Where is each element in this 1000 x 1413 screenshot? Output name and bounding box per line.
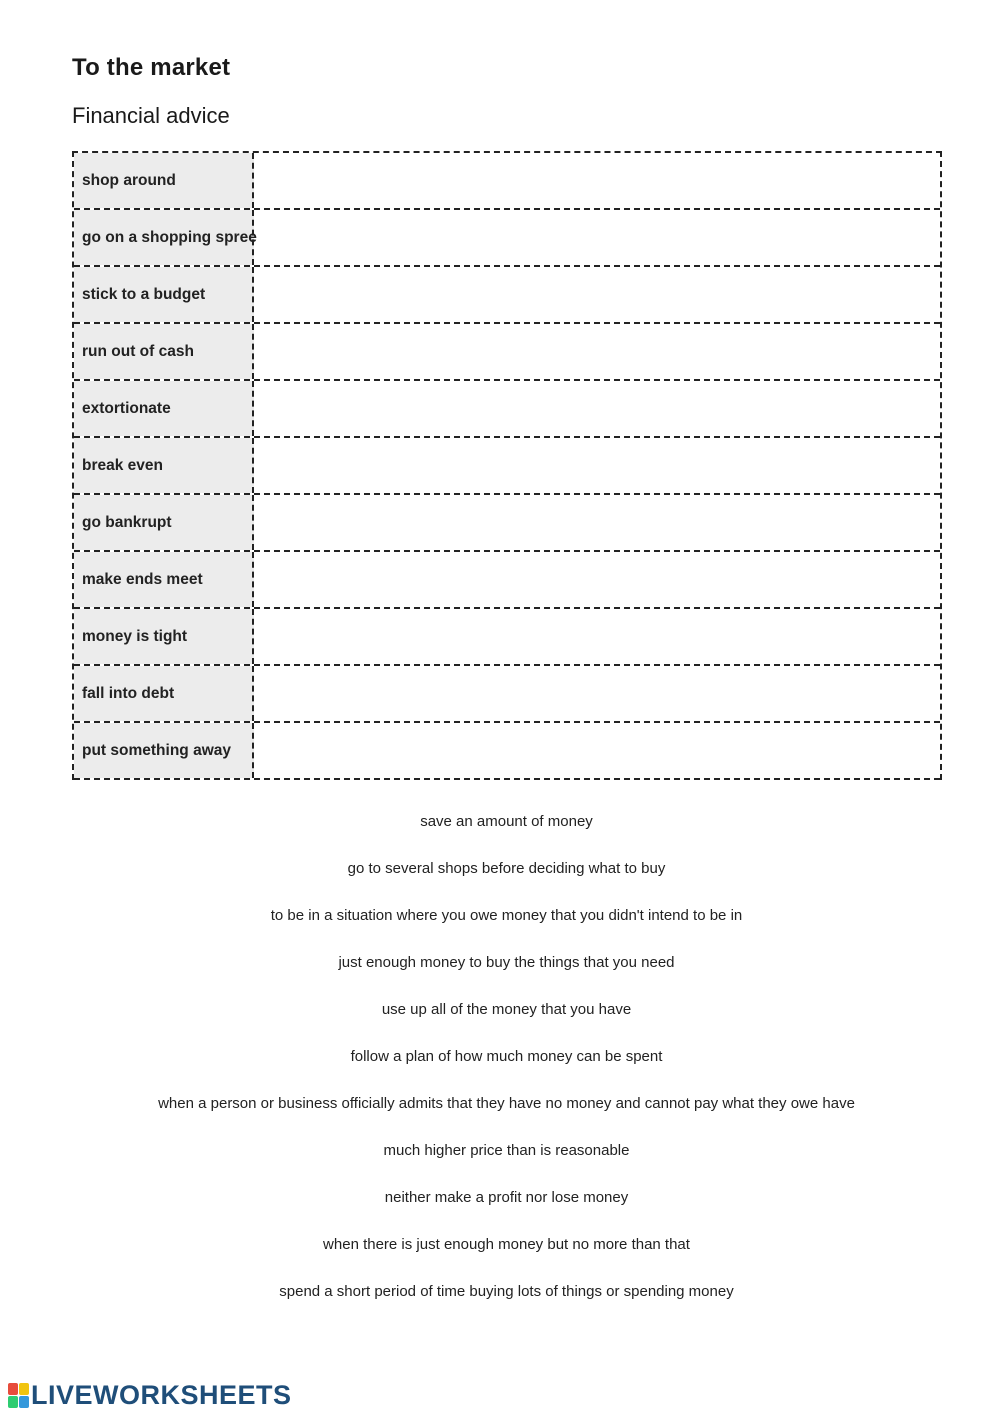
definition-item: just enough money to buy the things that you need <box>338 954 675 971</box>
logo-block <box>19 1396 29 1408</box>
answer-input[interactable] <box>264 561 930 599</box>
term-cell: break even <box>74 438 254 493</box>
term-cell: fall into debt <box>74 666 254 721</box>
worksheet-subtitle: Financial advice <box>72 103 230 128</box>
logo-block <box>19 1383 29 1395</box>
answer-input[interactable] <box>264 333 930 371</box>
answer-cell[interactable] <box>254 666 940 721</box>
term-cell: extortionate <box>74 381 254 436</box>
answer-cell[interactable] <box>254 552 940 607</box>
table-row <box>74 552 940 609</box>
answer-cell[interactable] <box>254 210 940 265</box>
table-row <box>74 153 940 210</box>
definition-item: when a person or business officially admits that they have no money and cannot pay what they owe have <box>158 1095 855 1112</box>
term-cell: run out of cash <box>74 324 254 379</box>
answer-cell[interactable] <box>254 267 940 322</box>
answer-cell[interactable] <box>254 609 940 664</box>
table-row <box>74 666 940 723</box>
logo-block <box>8 1383 18 1395</box>
answer-cell[interactable] <box>254 153 940 208</box>
answer-input[interactable] <box>264 447 930 485</box>
term-cell: make ends meet <box>74 552 254 607</box>
table-row <box>74 324 940 381</box>
term-cell: stick to a budget <box>74 267 254 322</box>
answer-input[interactable] <box>264 618 930 656</box>
answer-input[interactable] <box>264 276 930 314</box>
definition-item: much higher price than is reasonable <box>383 1142 630 1159</box>
answer-input[interactable] <box>264 162 930 200</box>
definition-item: save an amount of money <box>420 813 593 830</box>
definition-item: when there is just enough money but no more than that <box>323 1236 690 1253</box>
logo-block <box>8 1396 18 1408</box>
worksheet-title: To the market <box>72 54 231 81</box>
table-row <box>74 381 940 438</box>
term-cell: put something away <box>74 723 254 778</box>
answer-input[interactable] <box>264 390 930 428</box>
answer-cell[interactable] <box>254 381 940 436</box>
answer-cell[interactable] <box>254 723 940 778</box>
answer-input[interactable] <box>264 675 930 713</box>
term-cell: go on a shopping spree <box>74 210 254 265</box>
table-row <box>74 210 940 267</box>
logo-text: LIVEWORKSHEETS <box>31 1380 292 1410</box>
definition-item: to be in a situation where you owe money that you didn't intend to be in <box>270 907 743 924</box>
answer-input[interactable] <box>264 732 930 770</box>
definition-item: spend a short period of time buying lots of things or spending money <box>279 1283 734 1300</box>
table-row <box>74 438 940 495</box>
term-cell: go bankrupt <box>74 495 254 550</box>
term-cell: shop around <box>74 153 254 208</box>
definition-item: follow a plan of how much money can be spent <box>350 1048 663 1065</box>
answer-input[interactable] <box>264 504 930 542</box>
liveworksheets-logo <box>8 1380 292 1411</box>
table-row <box>74 267 940 324</box>
table-row <box>74 495 940 552</box>
term-cell: money is tight <box>74 609 254 664</box>
answer-cell[interactable] <box>254 438 940 493</box>
matching-table <box>72 151 942 780</box>
definition-item: neither make a profit nor lose money <box>384 1189 629 1206</box>
definitions-list <box>0 812 1000 1329</box>
definition-item: use up all of the money that you have <box>381 1001 632 1018</box>
logo-blocks-icon <box>8 1383 29 1408</box>
table-row <box>74 609 940 666</box>
definition-item: go to several shops before deciding what to buy <box>347 860 666 877</box>
answer-cell[interactable] <box>254 324 940 379</box>
answer-cell[interactable] <box>254 495 940 550</box>
answer-input[interactable] <box>264 219 930 257</box>
table-row <box>74 723 940 780</box>
